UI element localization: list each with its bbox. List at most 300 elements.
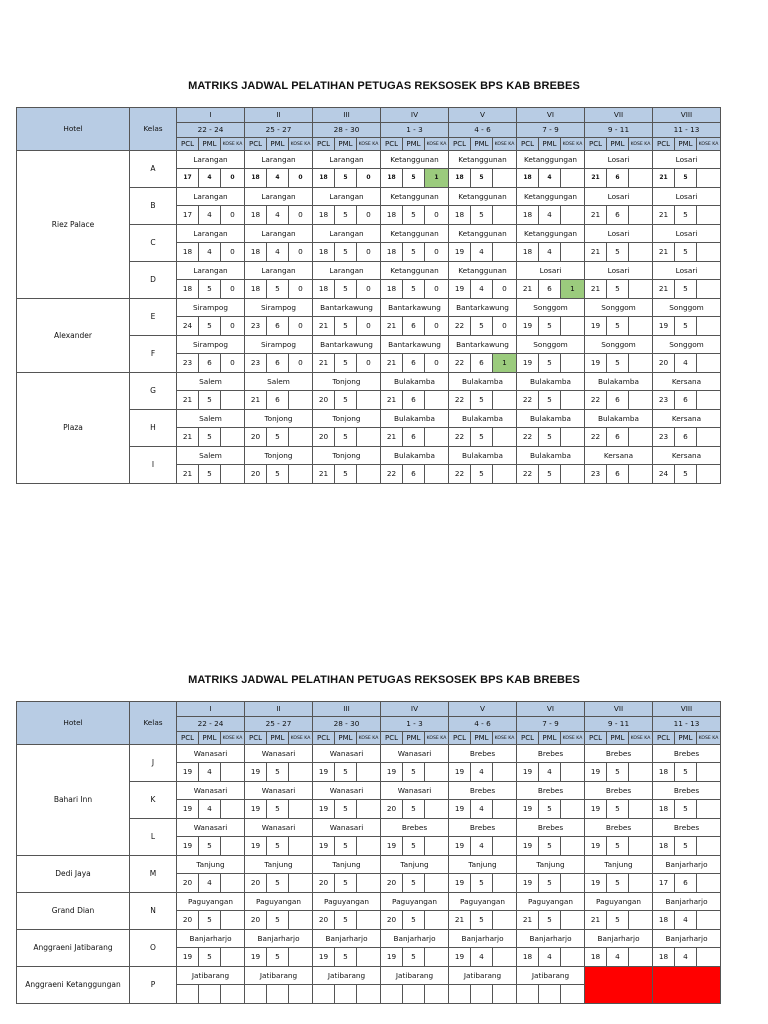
location-cell: Losari — [653, 225, 721, 243]
header-dates: 25 - 27 — [245, 123, 313, 138]
location-cell: Bantarkawung — [449, 299, 517, 317]
pcl-count: 22 — [449, 391, 471, 410]
pml-count: 6 — [539, 280, 561, 299]
pml-count: 6 — [267, 354, 289, 373]
kose-count — [289, 985, 313, 1004]
pcl-count: 21 — [381, 428, 403, 447]
pcl-count: 19 — [245, 837, 267, 856]
location-cell: Banjarharjo — [177, 930, 245, 948]
header-pcl: PCL — [313, 732, 335, 745]
header-pcl: PCL — [585, 138, 607, 151]
location-cell: Paguyangan — [517, 893, 585, 911]
pml-count: 5 — [267, 428, 289, 447]
hotel-name: Grand Dian — [17, 893, 130, 930]
location-cell: Brebes — [517, 782, 585, 800]
header-dates: 1 - 3 — [381, 717, 449, 732]
pcl-count: 24 — [177, 317, 199, 336]
location-cell: Brebes — [517, 745, 585, 763]
pml-count: 5 — [335, 169, 357, 188]
kose-count — [289, 837, 313, 856]
kose-count — [357, 428, 381, 447]
location-cell: Larangan — [313, 188, 381, 206]
location-cell: Bulakamba — [381, 447, 449, 465]
location-cell: Brebes — [585, 745, 653, 763]
kose-count — [561, 428, 585, 447]
pcl-count: 17 — [653, 874, 675, 893]
location-cell: Tanjung — [585, 856, 653, 874]
kose-count — [493, 243, 517, 262]
location-cell: Songgom — [653, 336, 721, 354]
pml-count: 5 — [267, 465, 289, 484]
pcl-count: 20 — [313, 911, 335, 930]
kose-count — [629, 911, 653, 930]
location-cell: Tanjung — [449, 856, 517, 874]
pml-count: 5 — [675, 837, 697, 856]
location-cell: Bulakamba — [449, 373, 517, 391]
location-cell: Ketanggunan — [449, 188, 517, 206]
pml-count: 5 — [539, 874, 561, 893]
pcl-count: 21 — [585, 206, 607, 225]
header-pml: PML — [675, 138, 697, 151]
kose-count — [357, 985, 381, 1004]
pcl-count — [313, 985, 335, 1004]
pcl-count: 22 — [585, 391, 607, 410]
location-cell: Larangan — [313, 225, 381, 243]
kose-count — [561, 354, 585, 373]
pcl-count: 18 — [653, 763, 675, 782]
location-cell: Bulakamba — [449, 410, 517, 428]
pml-count: 5 — [471, 428, 493, 447]
pcl-count: 19 — [449, 280, 471, 299]
location-cell: Wanasari — [313, 819, 381, 837]
kelas-label: I — [130, 447, 177, 484]
location-cell: Salem — [245, 373, 313, 391]
location-cell: Salem — [177, 410, 245, 428]
pcl-count: 18 — [245, 206, 267, 225]
pcl-count: 17 — [177, 206, 199, 225]
location-cell — [653, 967, 721, 1004]
pml-count: 4 — [199, 763, 221, 782]
header-dates: 28 - 30 — [313, 717, 381, 732]
location-cell: Larangan — [245, 151, 313, 169]
kose-count — [493, 169, 517, 188]
location-cell: Larangan — [177, 225, 245, 243]
kose-count — [561, 317, 585, 336]
kose-count — [629, 169, 653, 188]
kose-count — [697, 948, 721, 967]
location-cell: Bulakamba — [449, 447, 517, 465]
location-cell: Bantarkawung — [381, 336, 449, 354]
location-cell: Banjarharjo — [313, 930, 381, 948]
pml-count: 5 — [539, 354, 561, 373]
kose-count — [697, 391, 721, 410]
kose-count — [629, 354, 653, 373]
kose-count — [697, 837, 721, 856]
location-cell: Wanasari — [245, 782, 313, 800]
pml-count: 6 — [199, 354, 221, 373]
pml-count: 5 — [607, 911, 629, 930]
pcl-count: 18 — [653, 837, 675, 856]
kose-count — [697, 317, 721, 336]
header-pml: PML — [199, 138, 221, 151]
kose-count: 0 — [357, 280, 381, 299]
pml-count: 5 — [403, 948, 425, 967]
kelas-label: H — [130, 410, 177, 447]
kose-count: 0 — [493, 317, 517, 336]
pml-count: 5 — [403, 763, 425, 782]
location-cell: Paguyangan — [313, 893, 381, 911]
location-cell: Sirampog — [177, 336, 245, 354]
pcl-count: 21 — [585, 243, 607, 262]
pcl-count: 21 — [245, 391, 267, 410]
kose-count — [221, 428, 245, 447]
location-cell: Ketanggungan — [517, 151, 585, 169]
location-cell: Paguyangan — [245, 893, 313, 911]
pml-count: 5 — [675, 169, 697, 188]
header-kose: KOSE KA — [561, 138, 585, 151]
pml-count: 5 — [607, 874, 629, 893]
table-2-title: MATRIKS JADWAL PELATIHAN PETUGAS REKSOSEK BPS KAB BREBES — [188, 674, 580, 686]
pml-count: 6 — [607, 428, 629, 447]
header-dates: 1 - 3 — [381, 123, 449, 138]
pcl-count: 18 — [245, 169, 267, 188]
header-kose: KOSE KA — [289, 732, 313, 745]
pml-count: 4 — [471, 763, 493, 782]
pml-count: 5 — [335, 800, 357, 819]
header-pcl: PCL — [449, 732, 471, 745]
header-pml: PML — [471, 138, 493, 151]
kose-count — [493, 874, 517, 893]
kose-count: 1 — [561, 280, 585, 299]
kose-count — [425, 985, 449, 1004]
kose-count: 0 — [357, 354, 381, 373]
pcl-count: 21 — [585, 280, 607, 299]
pcl-count: 19 — [653, 317, 675, 336]
header-dates: 11 - 13 — [653, 717, 721, 732]
pml-count: 5 — [335, 391, 357, 410]
location-cell: Tanjung — [517, 856, 585, 874]
pml-count: 4 — [539, 763, 561, 782]
kose-count — [493, 391, 517, 410]
pml-count: 4 — [471, 948, 493, 967]
location-cell: Tanjung — [245, 856, 313, 874]
kelas-label: B — [130, 188, 177, 225]
header-kose: KOSE KA — [221, 732, 245, 745]
location-cell: Kersana — [653, 410, 721, 428]
kose-count: 0 — [221, 206, 245, 225]
kose-count — [697, 465, 721, 484]
pcl-count: 18 — [517, 243, 539, 262]
pml-count: 5 — [471, 169, 493, 188]
pcl-count: 23 — [245, 317, 267, 336]
header-pml: PML — [335, 732, 357, 745]
location-cell: Brebes — [653, 745, 721, 763]
pcl-count: 19 — [245, 800, 267, 819]
location-cell: Bantarkawung — [449, 336, 517, 354]
location-cell: Larangan — [313, 262, 381, 280]
header-dates: 25 - 27 — [245, 717, 313, 732]
location-cell: Bulakamba — [517, 373, 585, 391]
pml-count: 6 — [471, 354, 493, 373]
location-cell: Wanasari — [313, 782, 381, 800]
kose-count — [221, 985, 245, 1004]
pcl-count: 20 — [245, 428, 267, 447]
pcl-count: 18 — [313, 280, 335, 299]
kose-count — [561, 874, 585, 893]
pml-count: 4 — [675, 911, 697, 930]
pml-count — [335, 985, 357, 1004]
kose-count — [697, 800, 721, 819]
pml-count: 5 — [199, 837, 221, 856]
location-cell: Losari — [517, 262, 585, 280]
location-cell: Larangan — [177, 262, 245, 280]
pml-count: 5 — [403, 243, 425, 262]
pml-count: 5 — [199, 948, 221, 967]
pcl-count: 19 — [517, 800, 539, 819]
location-cell: Jatibarang — [313, 967, 381, 985]
pcl-count: 19 — [381, 763, 403, 782]
header-pcl: PCL — [381, 138, 403, 151]
pml-count: 6 — [403, 354, 425, 373]
kose-count — [697, 169, 721, 188]
pml-count: 6 — [267, 391, 289, 410]
header-kose: KOSE KA — [221, 138, 245, 151]
pcl-count: 22 — [449, 317, 471, 336]
header-pcl: PCL — [449, 138, 471, 151]
pcl-count: 19 — [177, 763, 199, 782]
location-cell: Songgom — [585, 336, 653, 354]
pcl-count: 20 — [177, 911, 199, 930]
location-cell: Bulakamba — [585, 410, 653, 428]
pcl-count: 19 — [585, 800, 607, 819]
location-cell: Jatibarang — [381, 967, 449, 985]
kelas-label: M — [130, 856, 177, 893]
header-kose: KOSE KA — [425, 732, 449, 745]
kelas-label: F — [130, 336, 177, 373]
pcl-count: 19 — [585, 837, 607, 856]
kose-count — [629, 763, 653, 782]
kose-count — [289, 391, 313, 410]
pcl-count — [245, 985, 267, 1004]
kose-count — [221, 465, 245, 484]
pml-count: 5 — [267, 874, 289, 893]
kose-count — [289, 428, 313, 447]
pml-count: 5 — [403, 874, 425, 893]
pcl-count: 18 — [653, 948, 675, 967]
header-pml: PML — [539, 138, 561, 151]
kelas-label: N — [130, 893, 177, 930]
header-dates: 7 - 9 — [517, 123, 585, 138]
pml-count: 5 — [471, 874, 493, 893]
location-cell: Songgom — [517, 299, 585, 317]
header-kose: KOSE KA — [697, 732, 721, 745]
pml-count: 5 — [335, 874, 357, 893]
kose-count: 0 — [289, 280, 313, 299]
kose-count: 0 — [221, 317, 245, 336]
kose-count — [221, 391, 245, 410]
kose-count — [425, 874, 449, 893]
pcl-count: 23 — [653, 391, 675, 410]
location-cell: Wanasari — [313, 745, 381, 763]
pml-count: 5 — [199, 391, 221, 410]
kose-count — [561, 800, 585, 819]
header-kelas: Kelas — [130, 702, 177, 745]
pml-count: 6 — [607, 465, 629, 484]
pcl-count: 21 — [381, 354, 403, 373]
hotel-name: Dedi Jaya — [17, 856, 130, 893]
location-cell: Kersana — [585, 447, 653, 465]
pml-count: 6 — [403, 428, 425, 447]
location-cell: Brebes — [381, 819, 449, 837]
pml-count: 6 — [675, 428, 697, 447]
pml-count: 5 — [471, 317, 493, 336]
header-pml: PML — [675, 732, 697, 745]
kose-count — [561, 206, 585, 225]
pcl-count: 22 — [449, 428, 471, 447]
pcl-count: 23 — [245, 354, 267, 373]
pml-count: 5 — [675, 243, 697, 262]
location-cell: Wanasari — [177, 782, 245, 800]
location-cell: Larangan — [177, 188, 245, 206]
location-cell: Brebes — [449, 745, 517, 763]
location-cell: Larangan — [245, 262, 313, 280]
kose-count — [357, 763, 381, 782]
pml-count: 5 — [607, 280, 629, 299]
location-cell: Brebes — [449, 782, 517, 800]
pcl-count: 21 — [313, 317, 335, 336]
location-cell: Ketanggunan — [449, 225, 517, 243]
pcl-count: 19 — [313, 763, 335, 782]
pml-count: 5 — [403, 169, 425, 188]
pcl-count: 22 — [517, 428, 539, 447]
kose-count: 1 — [425, 169, 449, 188]
kose-count — [697, 206, 721, 225]
location-cell: Brebes — [449, 819, 517, 837]
location-cell: Tonjong — [245, 410, 313, 428]
location-cell: Bantarkawung — [313, 299, 381, 317]
kose-count: 0 — [289, 354, 313, 373]
pml-count: 4 — [675, 354, 697, 373]
location-cell: Salem — [177, 447, 245, 465]
pml-count: 4 — [199, 206, 221, 225]
header-kose: KOSE KA — [357, 732, 381, 745]
pcl-count: 18 — [517, 169, 539, 188]
location-cell: Jatibarang — [245, 967, 313, 985]
location-cell: Ketanggungan — [517, 188, 585, 206]
pml-count: 5 — [607, 837, 629, 856]
kose-count — [221, 837, 245, 856]
kose-count — [425, 837, 449, 856]
pml-count: 5 — [539, 800, 561, 819]
pml-count: 5 — [675, 317, 697, 336]
location-cell: Tanjung — [381, 856, 449, 874]
location-cell: Paguyangan — [449, 893, 517, 911]
kose-count — [629, 391, 653, 410]
header-kose: KOSE KA — [357, 138, 381, 151]
pml-count: 4 — [471, 243, 493, 262]
pml-count: 5 — [607, 317, 629, 336]
location-cell: Brebes — [585, 819, 653, 837]
pcl-count: 19 — [177, 948, 199, 967]
kose-count — [629, 280, 653, 299]
pcl-count: 22 — [517, 391, 539, 410]
pcl-count: 18 — [585, 948, 607, 967]
pml-count: 5 — [675, 280, 697, 299]
pcl-count: 18 — [653, 911, 675, 930]
location-cell: Sirampog — [245, 336, 313, 354]
kose-count — [425, 428, 449, 447]
pcl-count: 21 — [177, 391, 199, 410]
kose-count — [561, 837, 585, 856]
pcl-count: 19 — [313, 948, 335, 967]
kelas-label: P — [130, 967, 177, 1004]
pml-count: 5 — [607, 354, 629, 373]
header-kose: KOSE KA — [629, 138, 653, 151]
kose-count — [697, 763, 721, 782]
kose-count — [493, 985, 517, 1004]
location-cell: Salem — [177, 373, 245, 391]
pml-count — [471, 985, 493, 1004]
location-cell: Banjarharjo — [245, 930, 313, 948]
location-cell: Banjarharjo — [381, 930, 449, 948]
pcl-count: 19 — [449, 800, 471, 819]
kose-count: 0 — [425, 354, 449, 373]
kose-count — [425, 911, 449, 930]
pml-count: 4 — [471, 800, 493, 819]
kose-count — [289, 948, 313, 967]
header-period: VI — [517, 108, 585, 123]
pml-count: 4 — [199, 169, 221, 188]
pml-count: 4 — [471, 837, 493, 856]
kose-count: 0 — [289, 243, 313, 262]
pcl-count: 18 — [381, 206, 403, 225]
kelas-label: D — [130, 262, 177, 299]
kelas-label: K — [130, 782, 177, 819]
hotel-name: Bahari Inn — [17, 745, 130, 856]
location-cell: Banjarharjo — [517, 930, 585, 948]
header-pml: PML — [335, 138, 357, 151]
pcl-count: 21 — [585, 911, 607, 930]
pml-count: 5 — [199, 280, 221, 299]
header-dates: 4 - 6 — [449, 717, 517, 732]
location-cell: Ketanggungan — [517, 225, 585, 243]
location-cell: Losari — [653, 262, 721, 280]
schedule-table-1 — [16, 107, 721, 484]
header-pcl: PCL — [177, 732, 199, 745]
pml-count: 6 — [675, 391, 697, 410]
location-cell: Wanasari — [177, 819, 245, 837]
kose-count — [221, 911, 245, 930]
pcl-count: 18 — [313, 206, 335, 225]
header-pcl: PCL — [381, 732, 403, 745]
pcl-count: 19 — [585, 874, 607, 893]
pml-count: 4 — [675, 948, 697, 967]
header-period: VI — [517, 702, 585, 717]
kose-count — [629, 874, 653, 893]
header-hotel: Hotel — [17, 108, 130, 151]
pcl-count: 20 — [245, 465, 267, 484]
header-dates: 9 - 11 — [585, 123, 653, 138]
pml-count: 5 — [199, 317, 221, 336]
pml-count: 6 — [607, 169, 629, 188]
location-cell: Bantarkawung — [381, 299, 449, 317]
location-cell: Larangan — [313, 151, 381, 169]
location-cell: Kersana — [653, 447, 721, 465]
pcl-count: 17 — [177, 169, 199, 188]
kose-count: 0 — [357, 169, 381, 188]
pml-count: 4 — [471, 280, 493, 299]
kose-count: 0 — [289, 317, 313, 336]
